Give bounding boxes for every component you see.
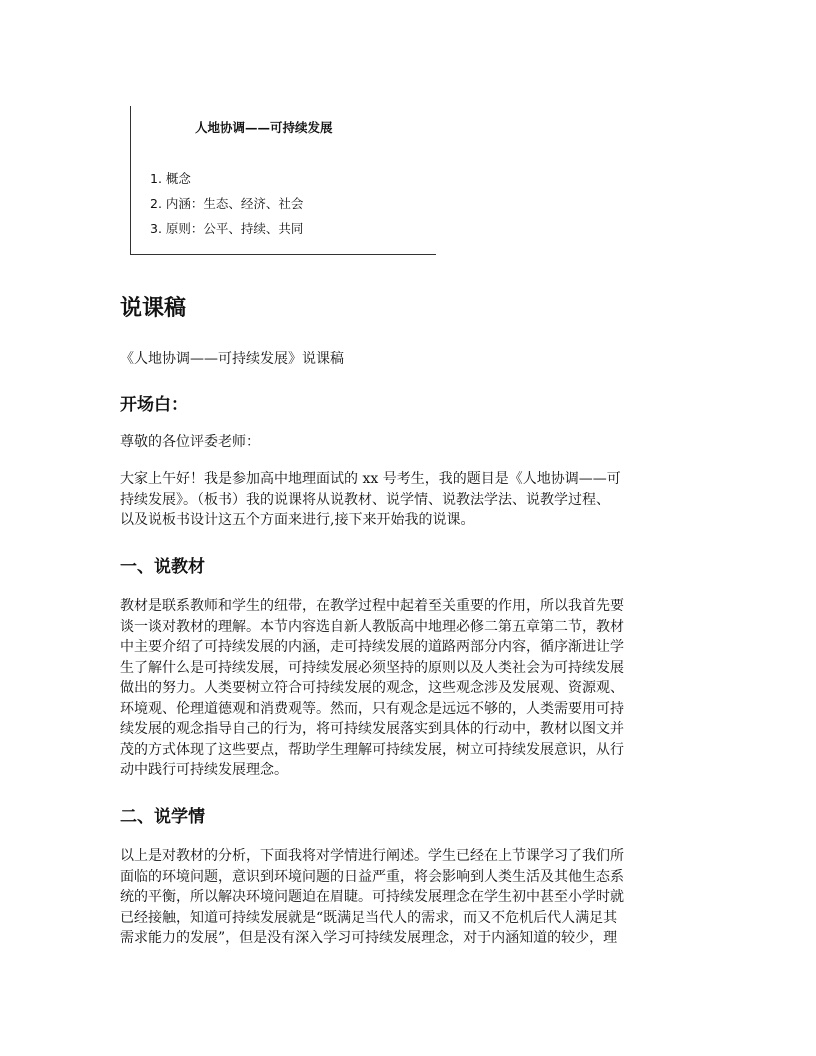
textbook-paragraph — [120, 596, 700, 781]
document-title: 说课稿 — [120, 296, 187, 321]
students-paragraph — [120, 846, 700, 949]
paragraph-line: 中主要介绍了可持续发展的内涵，走可持续发展的道路两部分内容，循序渐进让学 — [120, 639, 624, 655]
board-title: 人地协调——可持续发展 — [195, 120, 333, 135]
board-item-principles: 3. 原则：公平、持续、共同 — [150, 221, 304, 236]
paragraph-line: 统的平衡，所以解决环境问题迫在眉睫。可持续发展理念在学生初中甚至小学时就 — [120, 889, 624, 905]
opening-heading: 开场白： — [120, 395, 188, 415]
blackboard-design-box — [130, 106, 436, 255]
paragraph-line: 已经接触，知道可持续发展就是“既满足当代人的需求，而又不危机后代人满足其 — [120, 909, 618, 926]
board-item-connotation: 2. 内涵：生态、经济、社会 — [150, 196, 304, 211]
salutation: 尊敬的各位评委老师： — [120, 434, 260, 450]
section-heading-students: 二、说学情 — [120, 807, 205, 827]
paragraph-line: 面临的环境问题，意识到环境问题的日益严重，将会影响到人类生活及其他生态系 — [120, 868, 624, 885]
paragraph-line: 续发展的观念指导自己的行为，将可持续发展落实到具体的行动中，教材以图文并 — [120, 721, 624, 737]
paragraph-line: 谈一谈对教材的理解。本节内容选自新人教版高中地理必修二第五章第二节，教材 — [120, 618, 624, 635]
paragraph-line: 教材是联系教师和学生的纽带，在教学过程中起着至关重要的作用，所以我首先要 — [120, 598, 624, 614]
document-subtitle: 《人地协调——可持续发展》说课稿 — [120, 351, 344, 367]
intro-paragraph — [120, 469, 700, 531]
paragraph-line: 动中践行可持续发展理念。 — [120, 762, 288, 778]
paragraph-line: 以上是对教材的分析，下面我将对学情进行阐述。学生已经在上节课学习了我们所 — [120, 848, 624, 864]
paragraph-line: 茂的方式体现了这些要点，帮助学生理解可持续发展，树立可持续发展意识，从行 — [120, 741, 624, 758]
board-item-concept: 1. 概念 — [150, 171, 191, 186]
paragraph-line: 需求能力的发展”，但是没有深入学习可持续发展理念，对于内涵知道的较少，理 — [120, 930, 618, 946]
paragraph-line: 大家上午好！我是参加高中地理面试的 xx 号考生，我的题目是《人地协调——可 — [120, 471, 621, 487]
paragraph-line: 做出的努力。人类要树立符合可持续发展的观念，这些观念涉及发展观、资源观、 — [120, 680, 624, 696]
paragraph-line: 以及说板书设计这五个方面来进行,接下来开始我的说课。 — [120, 512, 475, 528]
paragraph-line: 环境观、伦理道德观和消费观等。然而，只有观念是远远不够的，人类需要用可持 — [120, 700, 624, 717]
paragraph-line: 生了解什么是可持续发展，可持续发展必须坚持的原则以及人类社会为可持续发展 — [120, 659, 624, 676]
paragraph-line: 持续发展》。（板书）我的说课将从说教材、说学情、说教法学法、说教学过程、 — [120, 491, 610, 508]
section-heading-textbook: 一、说教材 — [120, 557, 205, 577]
